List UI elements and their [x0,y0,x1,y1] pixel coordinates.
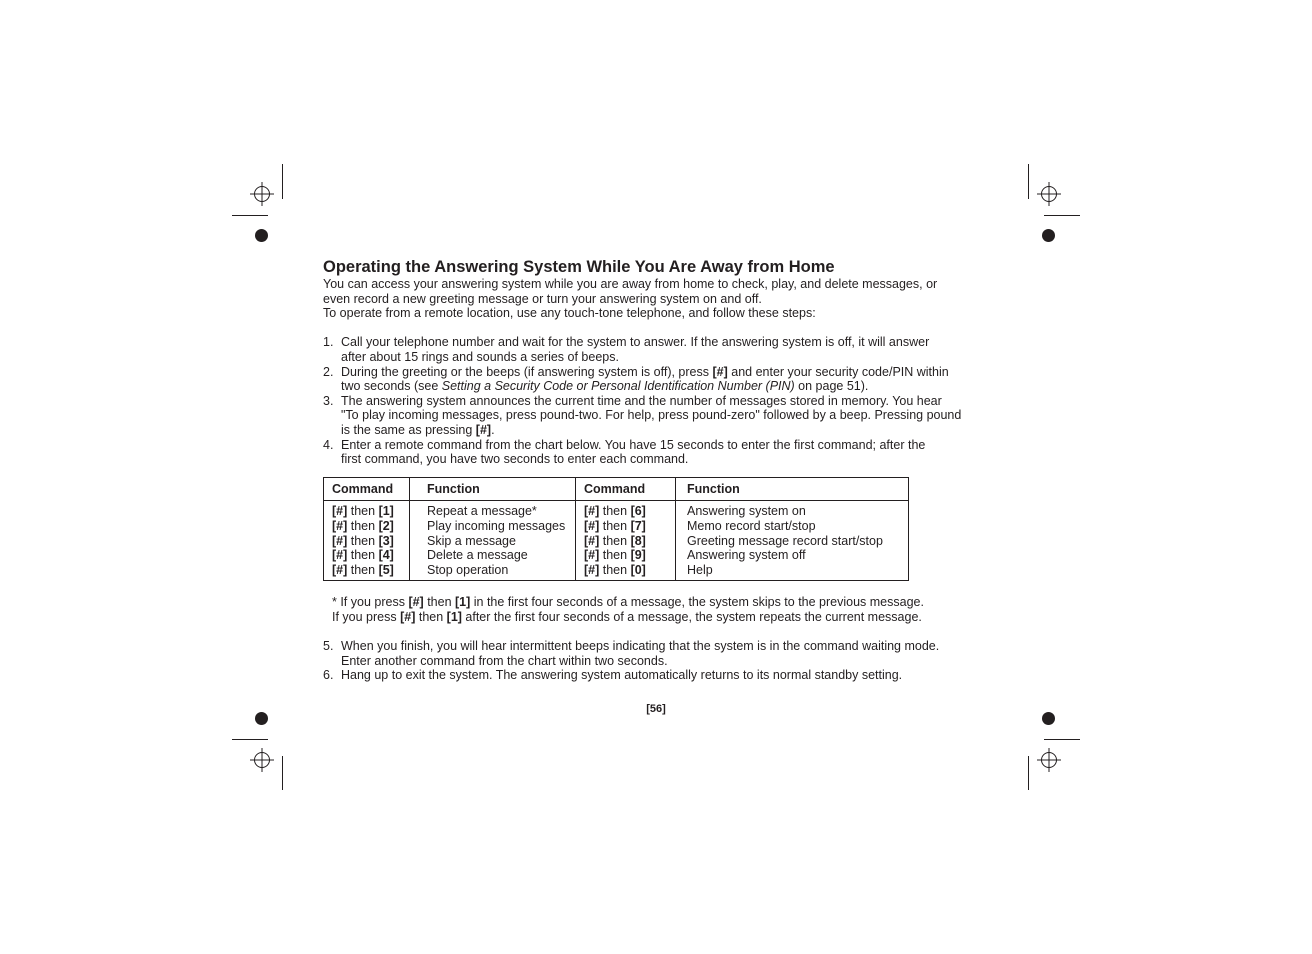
page-number: [56] [646,703,666,715]
step-text: is the same as pressing [341,422,476,437]
column-header: Function [410,477,576,501]
key-label: [#] [332,562,348,577]
crop-line [1044,739,1080,740]
step-text: When you finish, you will hear intermittent beeps indicating that the system is in the command waiting mode. [341,639,940,654]
key-label: [#] [332,548,348,563]
intro-line: even record a new greeting message or turn your answering system on and off. [323,291,762,306]
key-label: [1] [378,504,394,519]
step-text: Hang up to exit the system. The answering system automatically returns to its normal standby setting. [341,668,903,683]
key-label: [#] [584,548,600,563]
page-content [323,257,1003,683]
function-entry: Repeat a message* [427,504,537,519]
key-label: [0] [630,562,646,577]
command-connector: then [599,548,631,563]
key-label: [9] [630,548,646,563]
key-label: [#] [408,595,424,610]
step-number: 3. [323,393,334,408]
step-number: 6. [323,668,334,683]
command-entry [332,519,401,534]
step-text: first command, you have two seconds to enter each command. [341,452,689,467]
crop-line [282,164,283,199]
function-cell [676,501,909,581]
step-item [323,394,1003,438]
step-number: 4. [323,437,334,452]
step-item [323,668,1003,683]
command-connector: then [347,504,379,519]
key-label: [#] [400,609,416,624]
key-label: [4] [378,548,394,563]
key-label: [#] [712,364,728,379]
remote-command-table [323,477,909,582]
intro-paragraph [323,277,1003,321]
crop-line [282,756,283,790]
command-entry [332,534,401,549]
note-text: then [415,609,447,624]
key-label: [#] [332,504,348,519]
step-number: 5. [323,639,334,654]
command-connector: then [599,518,631,533]
intro-line: You can access your answering system while you are away from home to check, play, and delete messages, or [323,277,938,291]
key-label: [5] [378,562,394,577]
key-label: [2] [378,518,394,533]
column-header: Command [324,477,410,501]
command-entry [584,534,667,549]
function-entry: Help [687,562,713,577]
table-header-row [324,477,909,501]
step-text: During the greeting or the beeps (if answering system is off), press [341,364,713,379]
registration-target-icon [1037,748,1061,772]
function-entry: Greeting message record start/stop [687,533,883,548]
key-label: [7] [630,518,646,533]
step-text: . [491,422,495,437]
steps-list [323,639,1003,683]
function-entry: Answering system off [687,548,806,563]
crop-line [1028,164,1029,199]
step-text: two seconds (see [341,379,442,394]
key-label: [1] [446,609,462,624]
note-text: in the first four seconds of a message, the system skips to the previous message. [470,595,924,610]
note-text: * If you press [332,595,409,610]
column-header: Function [676,477,909,501]
command-connector: then [347,518,379,533]
command-connector: then [599,562,631,577]
function-entry: Memo record start/stop [687,518,816,533]
function-entry: Answering system on [687,504,806,519]
command-cell [324,501,410,581]
step-text: The answering system announces the current time and the number of messages stored in memory. You hear [341,393,942,408]
key-label: [6] [630,504,646,519]
crop-line [232,739,268,740]
step-number: 1. [323,335,334,350]
step-text: "To play incoming messages, press pound-two. For help, press pound-zero" followed by a beep. Pressing pound [341,408,962,423]
command-entry [584,519,667,534]
command-connector: then [347,562,379,577]
key-label: [3] [378,533,394,548]
key-label: [#] [332,533,348,548]
step-number: 2. [323,364,334,379]
step-text: after about 15 rings and sounds a series of beeps. [341,349,619,364]
note-text: If you press [332,609,401,624]
command-entry [584,504,667,519]
steps-list [323,335,1003,466]
function-cell [410,501,576,581]
step-item [323,365,1003,394]
key-label: [#] [332,518,348,533]
key-label: [#] [584,562,600,577]
table-row [324,501,909,581]
key-label: [8] [630,533,646,548]
note-text: then [423,595,455,610]
command-connector: then [347,548,379,563]
cross-reference: Setting a Security Code or Personal Identification Number (PIN) [441,379,795,394]
registration-dot-icon [255,229,268,242]
crop-line [1028,756,1029,790]
command-entry [584,548,667,563]
command-connector: then [599,504,631,519]
command-connector: then [347,533,379,548]
registration-target-icon [250,748,274,772]
key-label: [#] [584,533,600,548]
key-label: [#] [475,422,492,437]
step-text: on page 51). [794,379,869,394]
step-text: Enter another command from the chart within two seconds. [341,653,668,668]
registration-target-icon [1037,182,1061,206]
step-item [323,335,1003,364]
step-text: Call your telephone number and wait for the system to answer. If the answering system is off, it will answer [341,335,930,350]
command-entry [332,548,401,563]
command-entry [332,563,401,578]
key-label: [1] [455,595,471,610]
step-text: Enter a remote command from the chart below. You have 15 seconds to enter the first command; after the [341,437,926,452]
step-item [323,639,1003,668]
crop-line [1044,215,1080,216]
page-title: Operating the Answering System While You Are Away from Home [323,258,835,276]
crop-line [232,215,268,216]
command-cell [576,501,676,581]
registration-dot-icon [1042,229,1055,242]
command-connector: then [599,533,631,548]
intro-line: To operate from a remote location, use any touch-tone telephone, and follow these steps: [323,306,816,321]
function-entry: Stop operation [427,562,509,577]
function-entry: Delete a message [427,548,528,563]
key-label: [#] [584,504,600,519]
key-label: [#] [584,518,600,533]
registration-target-icon [250,182,274,206]
command-entry [584,563,667,578]
command-entry [332,504,401,519]
footnote [323,595,1003,624]
step-item [323,438,1003,467]
column-header: Command [576,477,676,501]
function-entry: Skip a message [427,533,516,548]
note-text: after the first four seconds of a message, the system repeats the current message. [461,609,922,624]
step-text: and enter your security code/PIN within [727,364,949,379]
function-entry: Play incoming messages [427,518,566,533]
